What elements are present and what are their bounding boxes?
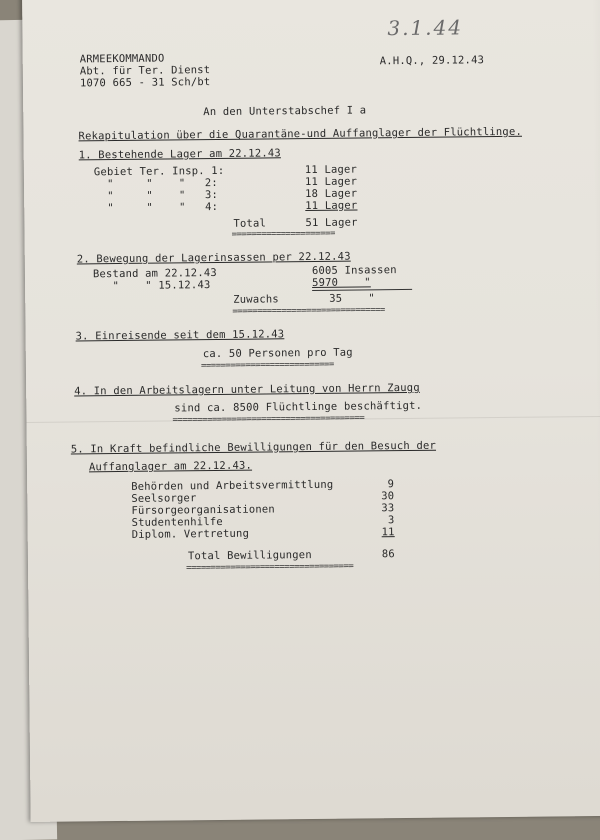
org-reference: 1070 665 - 31 Sch/bt (79, 76, 211, 90)
section3-heading: 3. Einreisende seit dem 15.12.43 (75, 328, 285, 343)
section5-row-value: 9 (387, 478, 395, 491)
document-title: Rekapitulation über die Quarantäne-und Auffanglager der Flüchtlinge. (78, 125, 523, 143)
recipient: An den Unterstabschef I a (203, 104, 367, 119)
section1-total-value: 51 Lager (305, 216, 358, 230)
section1-total-label: Total (233, 217, 267, 230)
section4-text: sind ca. 8500 Flüchtlinge beschäftigt. (174, 399, 423, 415)
section5-total-value: 86 (381, 548, 395, 561)
double-rule: =============================== (232, 305, 385, 317)
section1-row-label: " " " 4: (94, 200, 219, 215)
section5-row-value: 33 (381, 502, 395, 515)
handwritten-date: 3.1.44 (387, 15, 464, 41)
section5-row-value: 3 (387, 514, 395, 527)
section2-heading: 2. Bewegung der Lagerinsassen per 22.12.43 (76, 250, 351, 266)
section2-zuwachs-label: Zuwachs (233, 293, 279, 306)
document-page (22, 0, 600, 822)
section1-row-value: 18 Lager (305, 187, 358, 201)
double-rule: =========================== (200, 359, 334, 372)
section2-row-value: 5970 " (312, 276, 371, 289)
section1-row-label: " " " 3: (94, 188, 219, 203)
section2-row-label: " " 15.12.43 (93, 279, 211, 293)
section5-heading-continued: Auffanglager am 22.12.43. (88, 459, 253, 474)
sum-line (312, 289, 412, 291)
section5-heading: 5. In Kraft befindliche Bewilligungen für den Besuch der (70, 439, 437, 456)
double-rule: ================================== (185, 561, 354, 574)
section5-row-label: Studentenhilfe (131, 515, 223, 529)
double-rule: ===================== (231, 228, 335, 240)
double-rule: ======================================= (172, 413, 365, 426)
section5-row-value: 11 (381, 526, 395, 539)
section2-zuwachs-value: 35 " (329, 292, 375, 305)
section3-text: ca. 50 Personen pro Tag (202, 346, 353, 361)
section1-row-label: " " " 2: (93, 176, 218, 191)
section5-total-label: Total Bewilligungen (187, 548, 312, 563)
section1-heading: 1. Bestehende Lager am 22.12.43 (78, 147, 281, 162)
org-name: ARMEEKOMMANDO (79, 52, 165, 66)
section5-row-value: 30 (381, 490, 395, 503)
section1-row-value: 11 Lager (304, 163, 358, 177)
org-department: Abt. für Ter. Dienst (79, 64, 211, 78)
section1-row-value: 11 Lager (304, 175, 358, 189)
section1-row-label: Gebiet Ter. Insp. 1: (93, 164, 225, 179)
place-date: A.H.Q., 29.12.43 (379, 54, 485, 68)
section2-row-label: Bestand am 22.12.43 (92, 266, 217, 281)
section5-row-label: Seelsorger (131, 492, 197, 505)
section5-row-label: Behörden und Arbeitsvermittlung (131, 478, 334, 493)
page-shadow (592, 0, 600, 816)
section2-row-value: 6005 Insassen (311, 264, 397, 277)
section5-row-label: Fürsorgeorganisationen (131, 503, 275, 517)
section4-heading: 4. In den Arbeitslagern unter Leitung von Herrn Zaugg (74, 381, 420, 398)
section1-row-value: 11 Lager (305, 199, 358, 213)
section5-row-label: Diplom. Vertretung (131, 527, 250, 541)
